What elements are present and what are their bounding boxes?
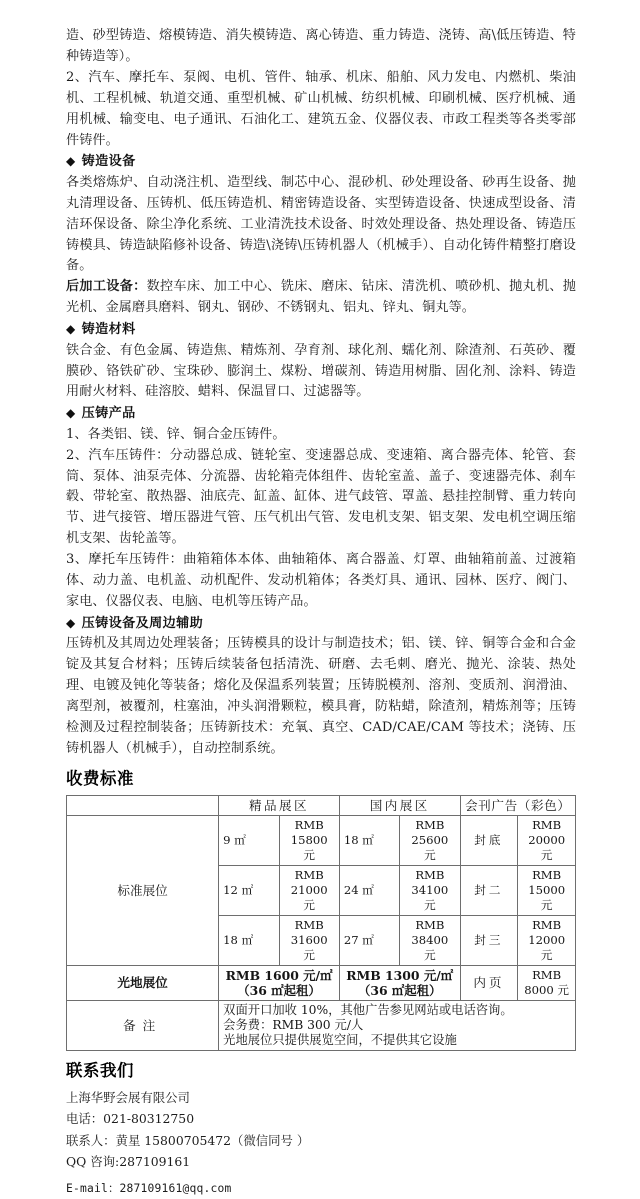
- cell-premium-price: RMB 31600 元: [279, 915, 339, 965]
- contact-company: 上海华野会展有限公司: [66, 1089, 190, 1105]
- diamond-bullet-icon: ◆: [66, 615, 76, 630]
- paragraph-diecast-item-2: 2、汽车压铸件：分动器总成、链轮室、变速器总成、变速箱、离合器壳体、轮管、套筒、泵体、油泵壳体、分流器、齿轮箱壳体组件、齿轮室盖、盖子、变速器壳体、刹车毂、带轮室、散热器、油底壳、缸盖、缸体、进气歧管、罩盖、悬挂控制臂、重力转向节、进气接管、增压器进气管、压气机出气管、发电机支架、铝支架、发电机空调压缩机支架、齿轮盖等。: [66, 447, 576, 547]
- cell-ad-position: 封底: [460, 815, 518, 865]
- table-row-open-space: [67, 965, 576, 1000]
- contact-person: 联系人：黄星 15800705472（微信同号 ）: [66, 1132, 310, 1148]
- remarks-content: [219, 1000, 576, 1050]
- paragraph-intro-continuation: 造、砂型铸造、熔模铸造、消失模铸造、离心铸造、重力铸造、浇铸、高\低压铸造、特种铸造等）。: [66, 28, 576, 64]
- cell-domestic-price: RMB 34100 元: [400, 865, 460, 915]
- cell-ad-position: 封二: [460, 865, 518, 915]
- contact-qq: QQ 咨询:287109161: [66, 1154, 191, 1170]
- diamond-bullet-icon: ◆: [66, 154, 76, 169]
- section-heading-diecast-products: [66, 403, 576, 424]
- paragraph-casting-materials: 铁合金、有色金属、铸造焦、精炼剂、孕育剂、球化剂、蠕化剂、除渣剂、石英砂、覆膜砂、铬铁矿砂、宝珠砂、膨润土、煤粉、增碳剂、铸造用树脂、固化剂、涂料、铸造用耐火材料、硅溶胶、蜡料、保温冒口、过滤器等。: [66, 342, 576, 400]
- remark-line-3: 光地展位只提供展览空间，不提供其它设施: [223, 1032, 457, 1047]
- header-corner-blank: [67, 795, 219, 815]
- cell-ad-position: 封三: [460, 915, 518, 965]
- table-header-row: [67, 795, 576, 815]
- cell-domestic-area: 18 ㎡: [339, 815, 399, 865]
- cell-domestic-price: RMB 25600 元: [400, 815, 460, 865]
- header-domestic-zone: 国内展区: [339, 795, 460, 815]
- header-premium-zone: 精品展区: [219, 795, 340, 815]
- section-heading-label: 铸造材料: [81, 322, 136, 338]
- section-heading-label: 铸造设备: [81, 154, 136, 170]
- section-heading-diecast-equipment: [66, 613, 576, 634]
- cell-open-premium-price: RMB 1600 元/㎡（36 ㎡起租）: [219, 965, 340, 1000]
- post-processing-label: 后加工设备：: [66, 279, 147, 295]
- paragraph-diecast-equipment: 压铸机及其周边处理装备；压铸模具的设计与制造技术；铝、镁、锌、铜等合金和合金锭及其复合材料；压铸后续装备包括清洗、研磨、去毛刺、磨光、抛光、涂装、热处理、电镀及钝化等装备；熔化及保温系列装置；压铸脱模剂、溶剂、变质剂、润滑油、离型剂，被覆剂，柱塞油，冲头润滑颗粒，模具膏，防粘蜡，除渣剂，精炼剂等；压铸检测及过程控制装备；压铸新技术：充氧、真空、CAD/CAE/CAM 等技术；浇铸、压铸机器人（机械手），自动控制系统。: [66, 636, 576, 756]
- cell-premium-price: RMB 21000 元: [279, 865, 339, 915]
- cell-ad-price: RMB 15000 元: [518, 865, 576, 915]
- paragraph-casting-equipment: 各类熔炼炉、自动浇注机、造型线、制芯中心、混砂机、砂处理设备、砂再生设备、抛丸清理设备、压铸机、低压铸造机、精密铸造设备、实型铸造设备、快速成型设备、清洁环保设备、除尘净化系统、工业清洗技术设备、时效处理设备、热处理设备、铸造压铸模具、铸造缺陷修补设备、铸造\浇铸\压铸机器人（机械手）、自动化铸件精整打磨设备。: [66, 174, 576, 274]
- remark-line-1: 双面开口加收 10%，其他广告参见网站或电话咨询。: [223, 1002, 513, 1017]
- remarks-label: 备注: [67, 1000, 219, 1050]
- header-journal-ad: 会刊广告（彩色）: [460, 795, 575, 815]
- section-heading-label: 压铸设备及周边辅助: [81, 615, 204, 631]
- cell-ad-position: 内页: [460, 965, 518, 1000]
- paragraph-casting-applications: 2、汽车、摩托车、泵阀、电机、管件、轴承、机床、船舶、风力发电、内燃机、柴油机、工程机械、轨道交通、重型机械、矿山机械、纺织机械、印刷机械、医疗机械、通用机械、输变电、电子通讯、石油化工、建筑五金、仪器仪表、市政工程类等各类零部件铸件。: [66, 69, 576, 148]
- table-row: [67, 815, 576, 865]
- contact-email: E-mail：287109161@qq.com: [66, 1181, 232, 1195]
- cell-premium-area: 18 ㎡: [219, 915, 279, 965]
- cell-open-domestic-price: RMB 1300 元/㎡（36 ㎡起租）: [339, 965, 460, 1000]
- paragraph-post-processing: [66, 277, 576, 319]
- paragraph-diecast-item-3: 3、摩托车压铸件：曲箱箱体本体、曲轴箱体、离合器盖、灯罩、曲轴箱前盖、过渡箱体、动力盖、电机盖、动机配件、发动机箱体；各类灯具、通讯、园林、医疗、阀门、家电、仪器仪表、电脑、电机等压铸产品。: [66, 552, 576, 609]
- cell-domestic-area: 27 ㎡: [339, 915, 399, 965]
- cell-ad-price: RMB 12000 元: [518, 915, 576, 965]
- cell-premium-price: RMB 15800 元: [279, 815, 339, 865]
- section-heading-label: 压铸产品: [81, 406, 136, 422]
- pricing-table: [66, 795, 576, 1051]
- open-space-label: 光地展位: [67, 965, 219, 1000]
- standard-booth-label: 标准展位: [67, 815, 219, 965]
- pricing-title: 收费标准: [66, 768, 134, 788]
- contact-title: 联系我们: [66, 1060, 134, 1080]
- cell-premium-area: 12 ㎡: [219, 865, 279, 915]
- contact-phone: 电话：021-80312750: [66, 1111, 195, 1127]
- remark-line-2: 会务费：RMB 300 元/人: [223, 1017, 364, 1032]
- diamond-bullet-icon: ◆: [66, 406, 76, 421]
- diamond-bullet-icon: ◆: [66, 322, 76, 337]
- section-heading-casting-materials: [66, 319, 576, 340]
- cell-domestic-price: RMB 38400 元: [400, 915, 460, 965]
- paragraph-diecast-item-1: 1、各类铝、镁、锌、铜合金压铸件。: [66, 426, 286, 442]
- section-heading-casting-equipment: [66, 151, 576, 172]
- cell-ad-price: RMB 20000 元: [518, 815, 576, 865]
- cell-ad-price: RMB 8000 元: [518, 965, 576, 1000]
- cell-premium-area: 9 ㎡: [219, 815, 279, 865]
- post-processing-body: 数控车床、加工中心、铣床、磨床、钻床、清洗机、喷砂机、抛丸机、抛光机、金属磨具磨料、钢丸、钢砂、不锈钢丸、铝丸、锌丸、铜丸等。: [66, 279, 576, 316]
- table-row-remarks: [67, 1000, 576, 1050]
- cell-domestic-area: 24 ㎡: [339, 865, 399, 915]
